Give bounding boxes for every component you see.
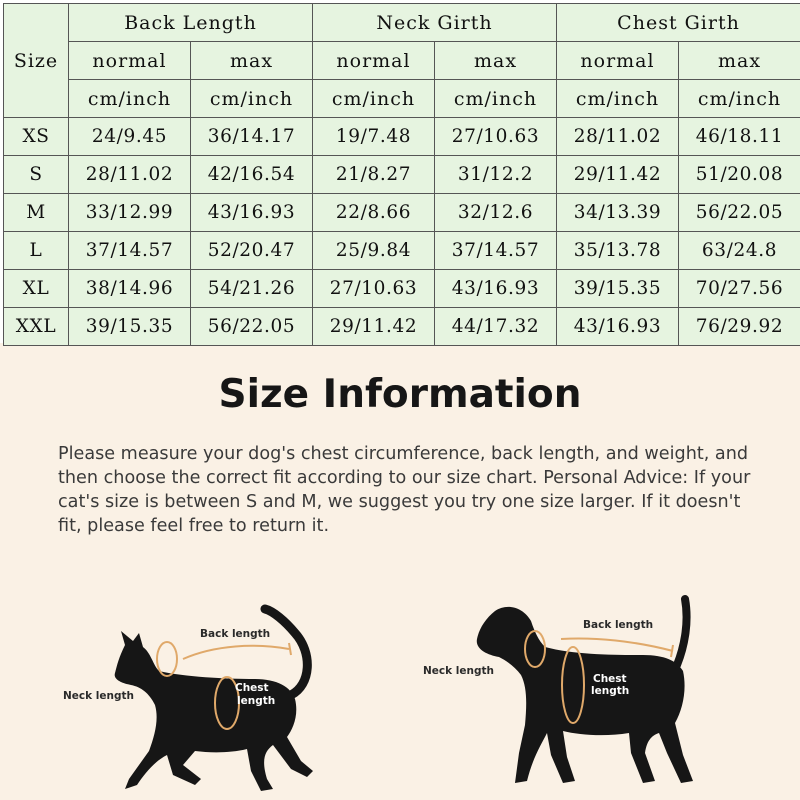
value-cell: 36/14.17 (191, 118, 313, 156)
size-cell: L (4, 232, 69, 270)
dog-chest-label: Chest (593, 673, 627, 685)
subheader-neck-max: max (435, 42, 557, 80)
value-cell: 35/13.78 (557, 232, 679, 270)
cat-measurement-figure (55, 595, 355, 795)
subheader-chest-normal: normal (557, 42, 679, 80)
size-cell: XL (4, 270, 69, 308)
cat-chest-label: Chest (235, 682, 269, 694)
size-cell: M (4, 194, 69, 232)
size-information-text: Please measure your dog's chest circumference, back length, and weight, and then choose the correct fit according to our size chart. Personal Advice: If your cat's size is between S and M, we suggest you try one size larger. If it doesn't fit, please feel free to return it. (58, 444, 751, 536)
cat-chest-label-length: length (237, 695, 276, 707)
value-cell: 63/24.8 (679, 232, 800, 270)
value-cell: 43/16.93 (557, 308, 679, 346)
unit-header: cm/inch (69, 80, 191, 118)
unit-header: cm/inch (679, 80, 800, 118)
value-cell: 42/16.54 (191, 156, 313, 194)
size-chart-table-container (0, 0, 800, 343)
subheader-chest-max: max (679, 42, 800, 80)
size-cell: S (4, 156, 69, 194)
value-cell: 29/11.42 (557, 156, 679, 194)
value-cell: 28/11.02 (557, 118, 679, 156)
table-header-row-groups (4, 4, 800, 42)
group-header-neck-girth: Neck Girth (313, 4, 557, 42)
value-cell: 27/10.63 (435, 118, 557, 156)
subheader-back-normal: normal (69, 42, 191, 80)
dog-back-length-label: Back length (583, 619, 654, 631)
value-cell: 43/16.93 (435, 270, 557, 308)
value-cell: 51/20.08 (679, 156, 800, 194)
value-cell: 39/15.35 (69, 308, 191, 346)
value-cell: 43/16.93 (191, 194, 313, 232)
value-cell: 37/14.57 (435, 232, 557, 270)
value-cell: 38/14.96 (69, 270, 191, 308)
size-chart-table (3, 3, 800, 346)
subheader-back-max: max (191, 42, 313, 80)
table-row (4, 194, 800, 232)
unit-header: cm/inch (557, 80, 679, 118)
dog-neck-length-label: Neck length (423, 665, 494, 677)
value-cell: 21/8.27 (313, 156, 435, 194)
size-cell: XXL (4, 308, 69, 346)
table-row (4, 156, 800, 194)
unit-header: cm/inch (435, 80, 557, 118)
value-cell: 76/29.92 (679, 308, 800, 346)
table-header-row-units (4, 80, 800, 118)
value-cell: 54/21.26 (191, 270, 313, 308)
table-row (4, 118, 800, 156)
value-cell: 19/7.48 (313, 118, 435, 156)
value-cell: 32/12.6 (435, 194, 557, 232)
value-cell: 46/18.11 (679, 118, 800, 156)
table-row (4, 232, 800, 270)
value-cell: 29/11.42 (313, 308, 435, 346)
value-cell: 39/15.35 (557, 270, 679, 308)
cat-neck-length-label: Neck length (63, 690, 134, 702)
value-cell: 24/9.45 (69, 118, 191, 156)
table-row (4, 308, 800, 346)
unit-header: cm/inch (191, 80, 313, 118)
dog-measurement-figure (415, 585, 715, 795)
value-cell: 28/11.02 (69, 156, 191, 194)
dog-chest-label-length: length (591, 685, 630, 697)
size-cell: XS (4, 118, 69, 156)
value-cell: 44/17.32 (435, 308, 557, 346)
value-cell: 56/22.05 (191, 308, 313, 346)
value-cell: 31/12.2 (435, 156, 557, 194)
value-cell: 37/14.57 (69, 232, 191, 270)
value-cell: 70/27.56 (679, 270, 800, 308)
table-header-row-subheaders (4, 42, 800, 80)
size-information-title: Size Information (218, 372, 582, 417)
value-cell: 33/12.99 (69, 194, 191, 232)
subheader-neck-normal: normal (313, 42, 435, 80)
size-column-header: Size (4, 4, 69, 118)
group-header-chest-girth: Chest Girth (557, 4, 800, 42)
value-cell: 22/8.66 (313, 194, 435, 232)
value-cell: 56/22.05 (679, 194, 800, 232)
table-row (4, 270, 800, 308)
group-header-back-length: Back Length (69, 4, 313, 42)
dog-silhouette-icon (415, 585, 715, 795)
value-cell: 52/20.47 (191, 232, 313, 270)
unit-header: cm/inch (313, 80, 435, 118)
value-cell: 27/10.63 (313, 270, 435, 308)
cat-back-length-label: Back length (200, 628, 271, 640)
value-cell: 25/9.84 (313, 232, 435, 270)
value-cell: 34/13.39 (557, 194, 679, 232)
